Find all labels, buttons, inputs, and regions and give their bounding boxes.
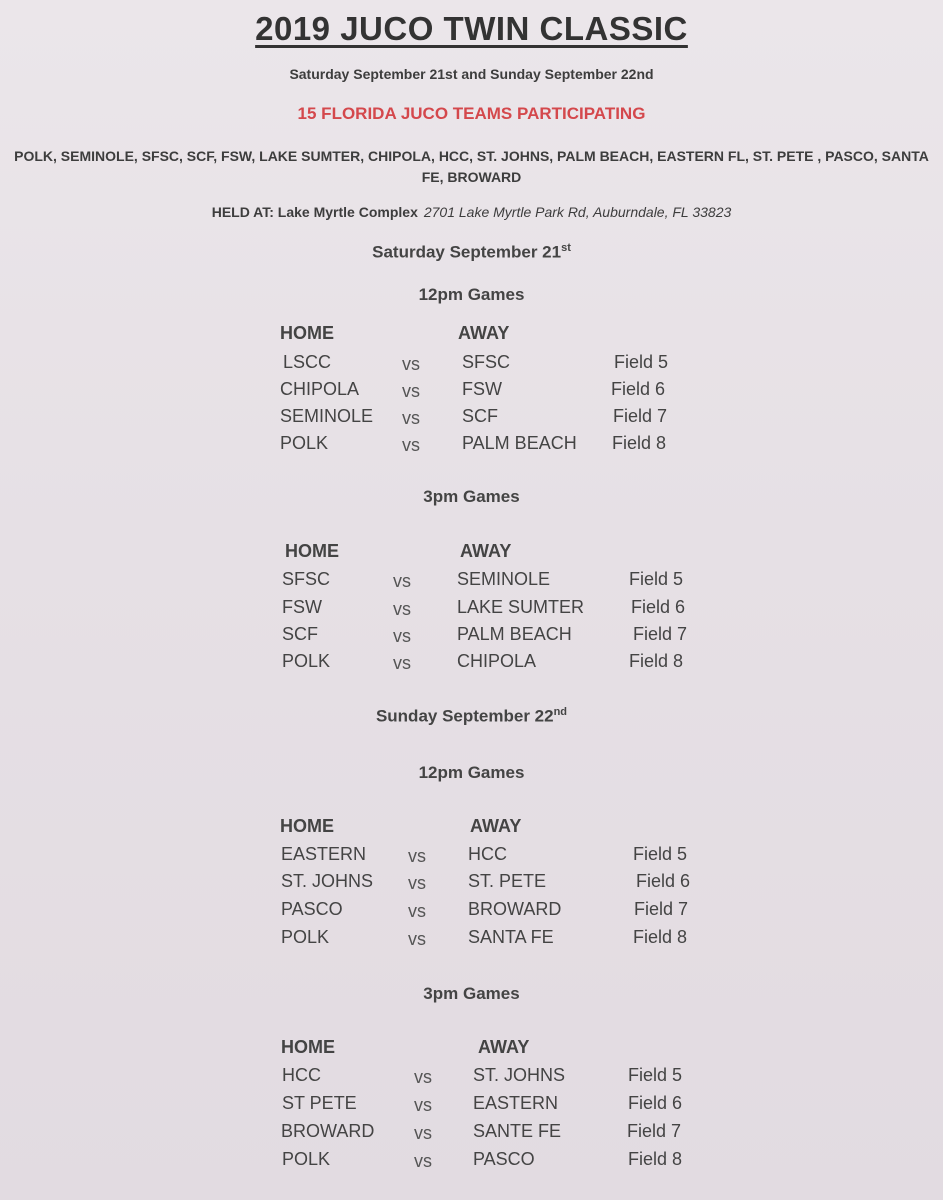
- vs-label: vs: [402, 408, 420, 428]
- day-heading-sunday: Sunday September 22nd: [375, 706, 568, 726]
- slot-title: 12pm Games: [418, 285, 525, 304]
- home-team: FSW: [282, 597, 322, 617]
- home-team: PASCO: [281, 899, 343, 919]
- day-heading-saturday: Saturday September 21st: [372, 242, 571, 262]
- participating-line: 15 FLORIDA JUCO TEAMS PARTICIPATING: [297, 104, 646, 123]
- vs-label: vs: [393, 571, 411, 591]
- field-label: Field 5: [633, 844, 688, 864]
- field-label: Field 5: [628, 1065, 683, 1085]
- home-team: BROWARD: [281, 1121, 375, 1141]
- away-team: SCF: [462, 406, 498, 426]
- vs-label: vs: [408, 846, 426, 866]
- away-team: HCC: [468, 844, 507, 864]
- away-team: EASTERN: [473, 1093, 559, 1113]
- away-team: SEMINOLE: [457, 569, 551, 589]
- home-team: SCF: [282, 624, 318, 644]
- teams-line-1: POLK, SEMINOLE, SFSC, SCF, FSW, LAKE SUMTER, CHIPOLA, HCC, ST. JOHNS, PALM BEACH, EASTERN FL, ST. PETE , PASCO, SANTA: [14, 148, 929, 164]
- away-team: PASCO: [473, 1149, 535, 1169]
- away-team: SANTA FE: [468, 927, 554, 947]
- home-header: HOME: [281, 1037, 335, 1057]
- away-team: SFSC: [462, 352, 511, 372]
- field-label: Field 6: [636, 871, 691, 891]
- home-team: HCC: [282, 1065, 321, 1085]
- field-label: Field 8: [612, 433, 667, 453]
- home-team: CHIPOLA: [280, 379, 360, 399]
- away-header: AWAY: [478, 1037, 530, 1057]
- home-team: POLK: [282, 651, 331, 671]
- field-label: Field 7: [613, 406, 668, 426]
- away-team: FSW: [462, 379, 502, 399]
- home-team: LSCC: [283, 352, 332, 372]
- home-team: POLK: [281, 927, 330, 947]
- away-team: ST. PETE: [468, 871, 547, 891]
- field-label: Field 6: [628, 1093, 683, 1113]
- field-label: Field 7: [627, 1121, 682, 1141]
- field-label: Field 7: [633, 624, 688, 644]
- away-header: AWAY: [460, 541, 512, 561]
- vs-label: vs: [393, 599, 411, 619]
- field-label: Field 8: [629, 651, 684, 671]
- vs-label: vs: [408, 901, 426, 921]
- vs-label: vs: [402, 381, 420, 401]
- away-team: LAKE SUMTER: [457, 597, 585, 617]
- venue-line: [0, 204, 943, 220]
- away-team: CHIPOLA: [457, 651, 537, 671]
- vs-label: vs: [414, 1067, 432, 1087]
- field-label: Field 8: [628, 1149, 683, 1169]
- vs-label: vs: [393, 626, 411, 646]
- venue-label: HELD AT: Lake Myrtle Complex: [211, 204, 418, 220]
- home-header: HOME: [280, 816, 334, 836]
- field-label: Field 5: [629, 569, 684, 589]
- slot-title: 3pm Games: [423, 487, 520, 506]
- away-team: PALM BEACH: [462, 433, 577, 453]
- venue-address: 2701 Lake Myrtle Park Rd, Auburndale, FL 33823: [423, 204, 732, 220]
- home-team: POLK: [280, 433, 329, 453]
- field-label: Field 7: [634, 899, 689, 919]
- away-team: PALM BEACH: [457, 624, 572, 644]
- field-label: Field 8: [633, 927, 688, 947]
- home-team: EASTERN: [281, 844, 367, 864]
- vs-label: vs: [408, 873, 426, 893]
- home-header: HOME: [280, 323, 334, 343]
- home-header: HOME: [285, 541, 339, 561]
- teams-list: [0, 146, 943, 188]
- home-team: ST PETE: [282, 1093, 357, 1113]
- away-team: ST. JOHNS: [473, 1065, 566, 1085]
- slot-title: 12pm Games: [418, 763, 525, 782]
- home-team: SEMINOLE: [280, 406, 374, 426]
- vs-label: vs: [414, 1151, 432, 1171]
- vs-label: vs: [408, 929, 426, 949]
- away-header: AWAY: [470, 816, 522, 836]
- page-title: 2019 JUCO TWIN CLASSIC: [255, 10, 688, 47]
- field-label: Field 6: [611, 379, 666, 399]
- vs-label: vs: [414, 1123, 432, 1143]
- field-label: Field 5: [614, 352, 669, 372]
- vs-label: vs: [402, 354, 420, 374]
- away-header: AWAY: [458, 323, 510, 343]
- slot-title: 3pm Games: [423, 984, 520, 1003]
- home-team: SFSC: [282, 569, 331, 589]
- home-team: POLK: [282, 1149, 331, 1169]
- dates-line: Saturday September 21st and Sunday September 22nd: [289, 66, 654, 82]
- away-team: SANTE FE: [473, 1121, 562, 1141]
- vs-label: vs: [402, 435, 420, 455]
- away-team: BROWARD: [468, 899, 562, 919]
- field-label: Field 6: [631, 597, 686, 617]
- vs-label: vs: [414, 1095, 432, 1115]
- teams-line-2: FE, BROWARD: [421, 169, 522, 185]
- vs-label: vs: [393, 653, 411, 673]
- home-team: ST. JOHNS: [281, 871, 374, 891]
